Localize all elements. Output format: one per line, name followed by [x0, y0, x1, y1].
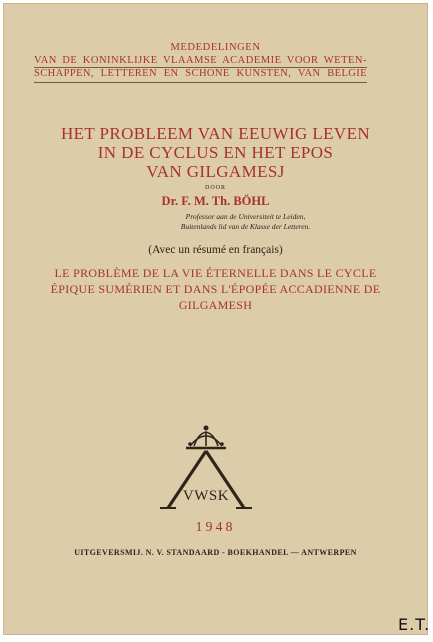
resume-note: (Avec un résumé en français) [148, 244, 283, 256]
title-line-1: HET PROBLEEM VAN EEUWIG LEVEN [60, 124, 371, 143]
title-line-2: IN DE CYCLUS EN HET EPOS [97, 143, 334, 162]
french-title-line-2: ÉPIQUE SUMÉRIEN ET DANS L'ÉPOPÉE ACCADIENNE DE [50, 282, 381, 296]
author-affiliation-1: Professor aan de Universiteit te Leiden, [185, 212, 306, 221]
publisher-line: UITGEVERSMIJ. N. V. STANDAARD - BOEKHANDEL — ANTWERPEN [74, 548, 357, 557]
series-rule-bottom [34, 82, 367, 83]
french-title-line-1: LE PROBLÈME DE LA VIE ÉTERNELLE DANS LE CYCLE [54, 266, 377, 280]
french-title-line-3: GILGAMESH [178, 298, 253, 312]
byline: DOOR [204, 185, 226, 191]
emblem-letters: VWSK [182, 488, 230, 504]
book-cover [3, 3, 431, 635]
publication-year: 1948 [195, 520, 236, 535]
watermark-initials: E.T. [398, 615, 431, 634]
author-affiliation-2: Buitenlands lid van de Klasse der Letteren. [180, 222, 311, 231]
series-line-1: VAN DE KONINKLIJKE VLAAMSE ACADEMIE VOOR WETEN- [34, 55, 367, 66]
series-line-2: SCHAPPEN, LETTEREN EN SCHONE KUNSTEN, VAN BELGIE [34, 68, 367, 79]
title-line-3: VAN GILGAMESJ [146, 162, 285, 181]
author-name: Dr. F. M. Th. BÖHL [161, 194, 270, 208]
series-heading: MEDEDELINGEN [170, 42, 261, 53]
academy-crown-emblem [146, 424, 266, 514]
